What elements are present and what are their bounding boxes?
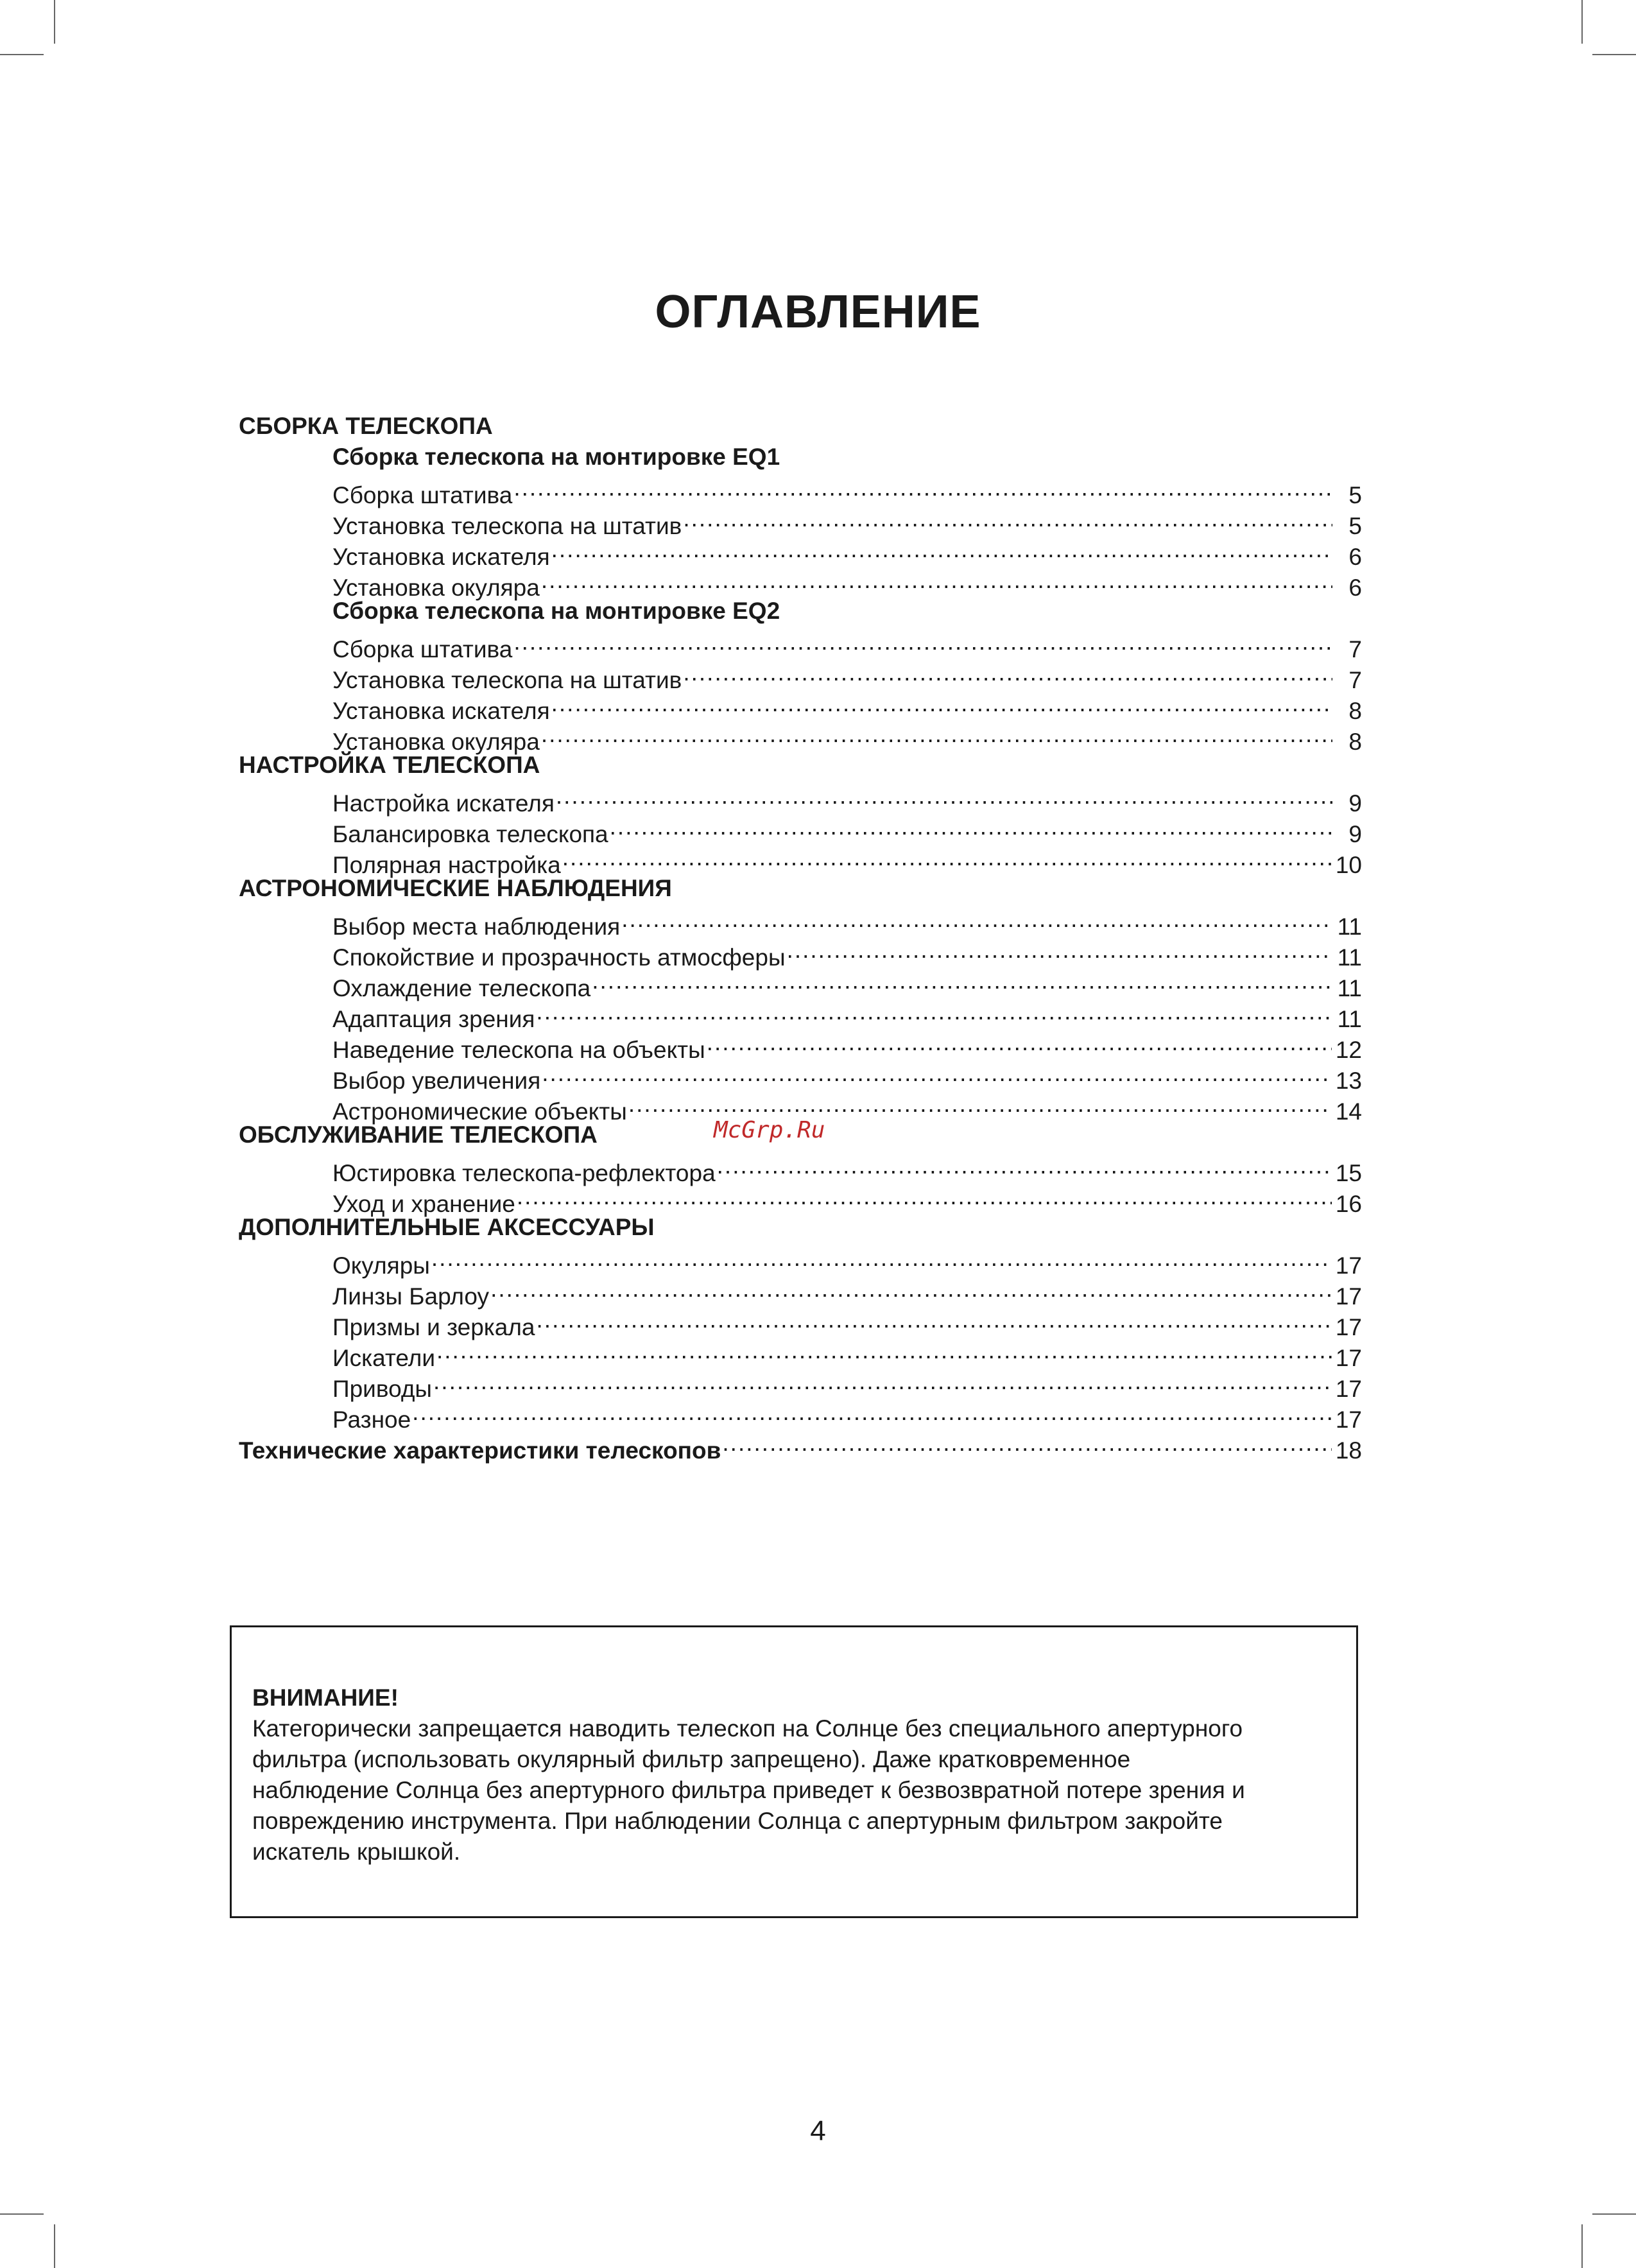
toc-label: НАСТРОЙКА ТЕЛЕСКОПА bbox=[239, 752, 540, 778]
toc-entry[interactable] bbox=[239, 904, 1362, 940]
toc-page-number: 17 bbox=[1335, 1252, 1362, 1279]
toc-leader-dots bbox=[513, 472, 1332, 503]
toc-leader-dots bbox=[541, 565, 1332, 596]
toc-label: Настройка искателя bbox=[332, 790, 555, 817]
toc-page-number: 10 bbox=[1335, 852, 1362, 878]
toc-label: Установка искателя bbox=[332, 698, 550, 724]
warning-title: ВНИМАНИЕ! bbox=[252, 1684, 399, 1711]
warning-line: наблюдение Солнца без апертурного фильтра приведет к безвозвратной потере зрения и bbox=[252, 1777, 1245, 1803]
toc-leader-dots bbox=[436, 1335, 1332, 1366]
toc-page-number: 11 bbox=[1337, 913, 1362, 940]
toc-leader-dots bbox=[621, 904, 1332, 935]
toc-leader-dots bbox=[536, 996, 1332, 1027]
toc-leader-dots bbox=[542, 1058, 1332, 1089]
toc-label: Выбор увеличения bbox=[332, 1068, 541, 1094]
toc-entry[interactable] bbox=[239, 1150, 1362, 1186]
toc-leader-dots bbox=[431, 1243, 1332, 1274]
page-title: ОГЛАВЛЕНИЕ bbox=[655, 286, 981, 338]
toc-leader-dots bbox=[537, 1304, 1332, 1335]
warning-line: Категорически запрещается наводить телескоп на Солнце без специального апертурного bbox=[252, 1715, 1243, 1742]
toc-leader-dots bbox=[592, 965, 1332, 996]
toc-label: Балансировка телескопа bbox=[332, 821, 608, 847]
toc-label: Призмы и зеркала bbox=[332, 1314, 535, 1340]
toc-leader-dots bbox=[412, 1397, 1332, 1428]
toc-entry[interactable] bbox=[239, 1243, 1362, 1279]
toc-page-number: 5 bbox=[1348, 513, 1362, 539]
toc-page-number: 11 bbox=[1337, 944, 1362, 971]
toc-page-number: 16 bbox=[1335, 1191, 1362, 1217]
toc-leader-dots bbox=[517, 1181, 1332, 1212]
crop-mark bbox=[1592, 2213, 1636, 2215]
toc-label: Установка телескопа на штатив bbox=[332, 513, 682, 539]
toc-label: Адаптация зрения bbox=[332, 1006, 535, 1032]
toc-label: Установка окуляра bbox=[332, 575, 540, 601]
toc-subsection-heading bbox=[239, 596, 1362, 627]
toc-leader-dots bbox=[541, 719, 1332, 750]
toc-section-heading bbox=[239, 1212, 1362, 1243]
toc-label: Установка искателя bbox=[332, 544, 550, 570]
toc-page-number: 8 bbox=[1348, 729, 1362, 755]
toc-label: ОБСЛУЖИВАНИЕ ТЕЛЕСКОПА bbox=[239, 1121, 598, 1148]
toc-label: Полярная настройка bbox=[332, 852, 561, 878]
toc-page-number: 14 bbox=[1335, 1098, 1362, 1125]
toc-entry[interactable] bbox=[239, 472, 1362, 508]
toc-label: Наведение телескопа на объекты bbox=[332, 1037, 705, 1063]
toc-label: Установка окуляра bbox=[332, 729, 540, 755]
toc-label: Сборка телескопа на монтировке EQ2 bbox=[332, 598, 780, 624]
crop-mark bbox=[54, 2224, 55, 2268]
toc-page-number: 17 bbox=[1335, 1283, 1362, 1310]
toc-leader-dots bbox=[562, 842, 1332, 873]
toc-page-number: 17 bbox=[1335, 1314, 1362, 1340]
toc-page-number: 17 bbox=[1335, 1376, 1362, 1402]
toc-label: Юстировка телескопа-рефлектора bbox=[332, 1160, 716, 1186]
warning-line: повреждению инструмента. При наблюдении Солнца с апертурным фильтром закройте bbox=[252, 1808, 1223, 1834]
toc-label: Установка телескопа на штатив bbox=[332, 667, 682, 693]
toc-subsection-heading bbox=[239, 442, 1362, 472]
toc-label: Сборка штатива bbox=[332, 636, 513, 662]
warning-line: фильтра (использовать окулярный фильтр запрещено). Даже кратковременное bbox=[252, 1746, 1131, 1772]
toc-leader-dots bbox=[683, 657, 1332, 688]
toc-label: Линзы Барлоу bbox=[332, 1283, 490, 1310]
toc-page-number: 15 bbox=[1335, 1160, 1362, 1186]
toc-leader-dots bbox=[787, 935, 1332, 965]
toc-label: Сборка телескопа на монтировке EQ1 bbox=[332, 444, 780, 470]
toc-label: Окуляры bbox=[332, 1252, 430, 1279]
toc-page-number: 17 bbox=[1335, 1345, 1362, 1371]
toc-leader-dots bbox=[717, 1150, 1332, 1181]
toc-leader-dots bbox=[610, 811, 1332, 842]
toc-leader-dots bbox=[551, 688, 1332, 719]
toc-leader-dots bbox=[556, 781, 1332, 811]
toc-leader-dots bbox=[490, 1274, 1332, 1304]
toc-label: Сборка штатива bbox=[332, 482, 513, 508]
toc-leader-dots bbox=[513, 627, 1332, 657]
table-of-contents bbox=[239, 411, 1362, 1464]
toc-label: Приводы bbox=[332, 1376, 433, 1402]
toc-label: АСТРОНОМИЧЕСКИЕ НАБЛЮДЕНИЯ bbox=[239, 875, 672, 901]
toc-page-number: 9 bbox=[1348, 821, 1362, 847]
crop-mark bbox=[0, 54, 44, 55]
toc-page-number: 18 bbox=[1335, 1437, 1362, 1464]
toc-label: ДОПОЛНИТЕЛЬНЫЕ АКСЕССУАРЫ bbox=[239, 1214, 655, 1240]
toc-leader-dots bbox=[433, 1366, 1332, 1397]
toc-label: Технические характеристики телескопов bbox=[239, 1437, 721, 1464]
toc-page-number: 7 bbox=[1348, 636, 1362, 662]
toc-leader-dots bbox=[722, 1428, 1331, 1459]
toc-page-number: 6 bbox=[1348, 544, 1362, 570]
toc-section-heading bbox=[239, 750, 1362, 781]
toc-page-number: 12 bbox=[1335, 1037, 1362, 1063]
crop-mark bbox=[1581, 2224, 1583, 2268]
watermark: McGrp.Ru bbox=[714, 1117, 825, 1143]
toc-leader-dots bbox=[683, 503, 1332, 534]
page-number: 4 bbox=[810, 2115, 826, 2147]
warning-box bbox=[230, 1625, 1358, 1918]
toc-label: Разное bbox=[332, 1407, 411, 1433]
toc-label: Уход и хранение bbox=[332, 1191, 515, 1217]
toc-page-number: 9 bbox=[1348, 790, 1362, 817]
toc-entry[interactable] bbox=[239, 627, 1362, 662]
toc-entry[interactable] bbox=[239, 781, 1362, 817]
crop-mark bbox=[54, 0, 55, 44]
warning-line: искатель крышкой. bbox=[252, 1839, 461, 1865]
toc-leader-dots bbox=[628, 1089, 1332, 1120]
toc-page-number: 6 bbox=[1348, 575, 1362, 601]
crop-mark bbox=[1581, 0, 1583, 44]
toc-label: Астрономические объекты bbox=[332, 1098, 627, 1125]
toc-label: Выбор места наблюдения bbox=[332, 913, 621, 940]
toc-page-number: 11 bbox=[1337, 1006, 1362, 1032]
toc-leader-dots bbox=[551, 534, 1332, 565]
toc-section-heading bbox=[239, 411, 1362, 442]
toc-page-number: 5 bbox=[1348, 482, 1362, 508]
toc-page-number: 11 bbox=[1337, 975, 1362, 1001]
toc-leader-dots bbox=[707, 1027, 1332, 1058]
toc-page-number: 8 bbox=[1348, 698, 1362, 724]
toc-page-number: 13 bbox=[1335, 1068, 1362, 1094]
toc-label: Искатели bbox=[332, 1345, 435, 1371]
toc-section-heading bbox=[239, 873, 1362, 904]
toc-page-number: 17 bbox=[1335, 1407, 1362, 1433]
crop-mark bbox=[0, 2213, 44, 2215]
toc-page-number: 7 bbox=[1348, 667, 1362, 693]
toc-label: СБОРКА ТЕЛЕСКОПА bbox=[239, 413, 493, 439]
toc-label: Охлаждение телескопа bbox=[332, 975, 591, 1001]
crop-mark bbox=[1592, 54, 1636, 55]
toc-label: Спокойствие и прозрачность атмосферы bbox=[332, 944, 786, 971]
